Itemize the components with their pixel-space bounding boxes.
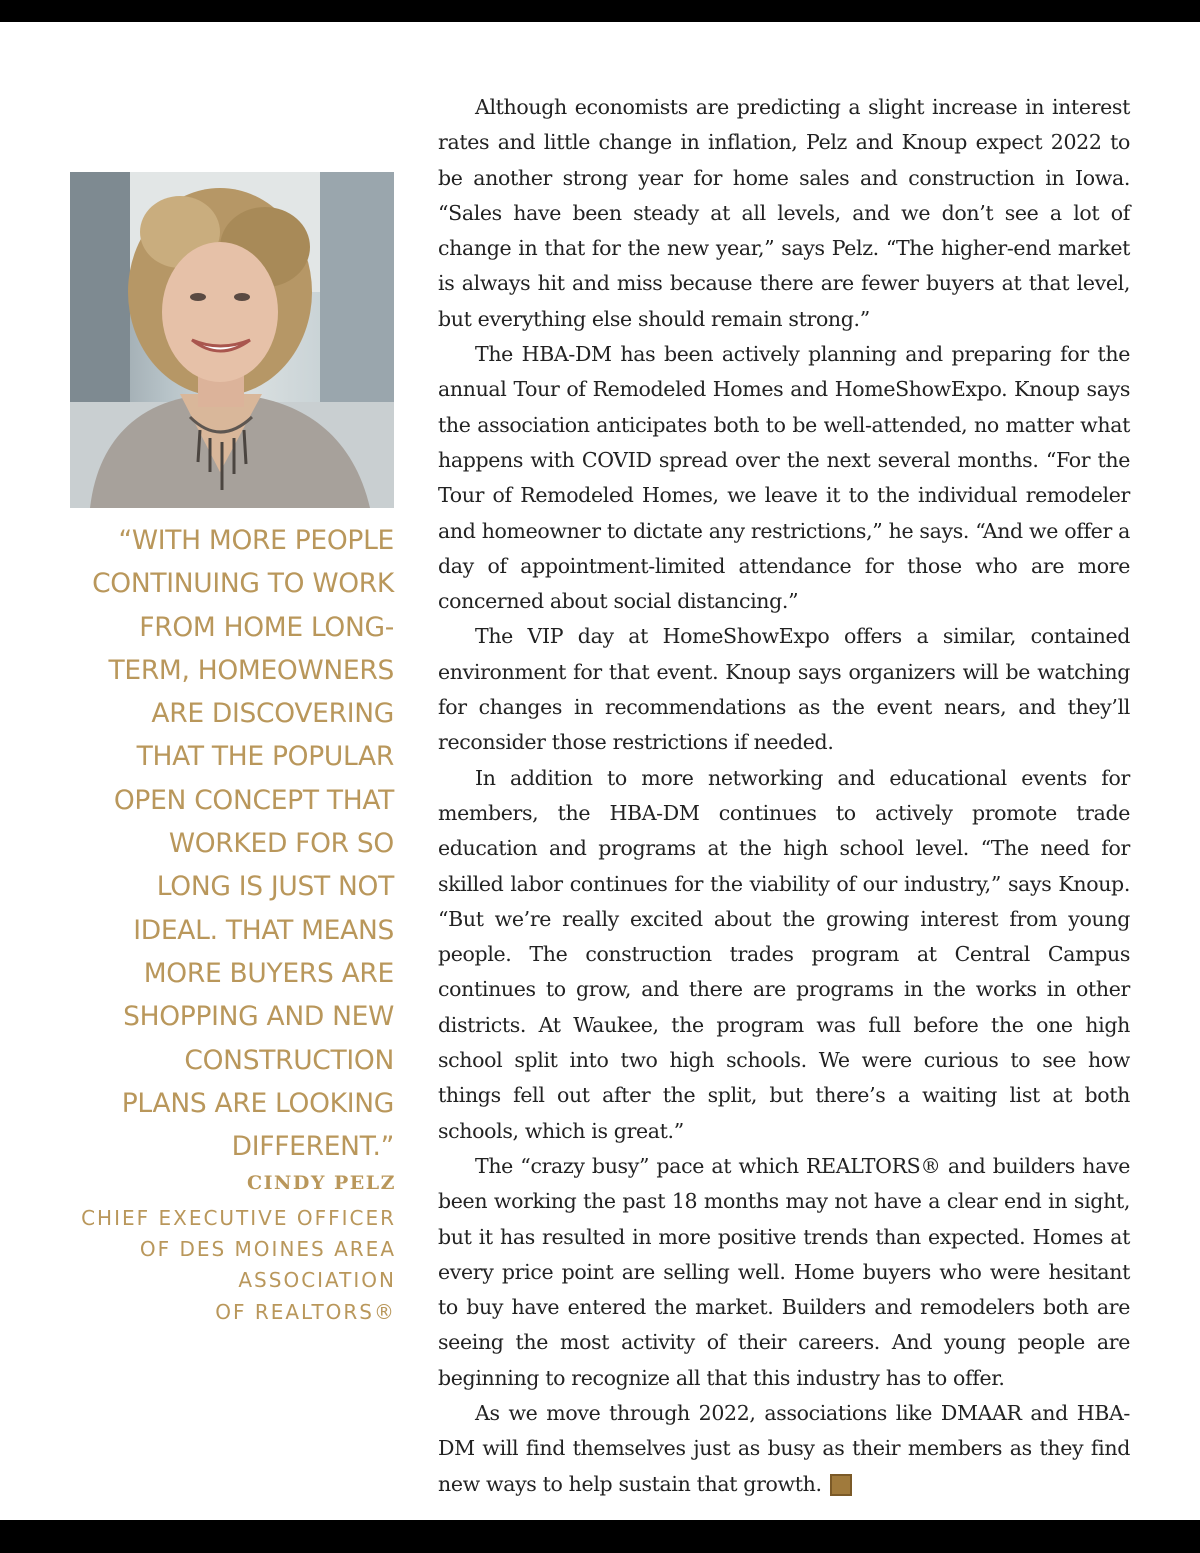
article-paragraph: The VIP day at HomeShowExpo offers a similar, contained environment for that event. Knoup says organizers will be watching for changes in recommendations as the event nears, and they’ll reconsider those restrictions if needed. [438,624,1130,755]
article-paragraph-last [438,1396,1130,1502]
attribution-title-line: OF DES MOINES AREA [139,1237,396,1262]
portrait-illustration [70,172,394,508]
attribution-title [40,1203,396,1328]
pull-quote-line: ARE DISCOVERING [151,698,394,730]
pull-quote-line: MORE BUYERS ARE [143,957,394,989]
pull-quote-line: WORKED FOR SO [168,828,394,860]
pull-quote-line: FROM HOME LONG- [139,611,394,643]
pull-quote-line: LONG IS JUST NOT [156,871,394,903]
article-body [438,90,1130,1502]
pull-quote-line: OPEN CONCEPT THAT [113,784,394,816]
article-paragraph: The HBA-DM has been actively planning and preparing for the annual Tour of Remodeled Homes and HomeShowExpo. Knoup says the association anticipates both to be well-attended, no matter what happens with COVID spread over the next several months. “For the Tour of Remodeled Homes, we leave it to the individual remodeler and homeowner to dictate any restrictions,” he says. “And we offer a day of appointment-limited attendance for those who are more concerned about social distancing.” [438,342,1130,614]
attribution-name: CINDY PELZ [246,1172,396,1194]
pull-quote [60,519,394,1168]
pull-quote-line: PLANS ARE LOOKING [121,1087,394,1119]
pull-quote-line: THAT THE POPULAR [136,741,394,773]
pull-quote-line: IDEAL. THAT MEANS [133,914,394,946]
pull-quote-line: CONTINUING TO WORK [92,568,394,600]
attribution-title-line: ASSOCIATION [238,1268,396,1293]
pull-quote-line: TERM, HOMEOWNERS [108,654,394,686]
article-paragraph: Although economists are predicting a slight increase in interest rates and little change in inflation, Pelz and Knoup expect 2022 to be another strong year for home sales and construction in Iowa. “Sales have been steady at all levels, and we don’t see a lot of change in that for the new year,” says Pelz. “The higher-end market is always hit and miss because there are fewer buyers at that level, but everything else should remain strong.” [438,95,1130,331]
bottom-border-bar [0,1520,1200,1553]
pull-quote-line: SHOPPING AND NEW [123,1001,394,1033]
article-paragraph: The “crazy busy” pace at which REALTORS® and builders have been working the past 18 months may not have a clear end in sight, but it has resulted in more positive trends than expected. Homes at every price point are selling well. Home buyers who were hesitant to buy have entered the market. Builders and remodelers both are seeing the most activity of their careers. And young people are beginning to recognize all that this industry has to offer. [438,1153,1130,1390]
article-paragraph: In addition to more networking and educational events for members, the HBA-DM continues to actively promote trade education and programs at the high school level. “The need for skilled labor continues for the viability of our industry,” says Knoup. “But we’re really excited about the growing interest from young people. The construction trades program at Central Campus continues to grow, and there are programs in the works in other districts. At Waukee, the program was full before the one high school split into two high schools. We were curious to see how things fell out after the split, but there’s a waiting list at both schools, which is great.” [438,765,1130,1143]
end-of-article-icon: B [830,1474,852,1496]
pull-quote-line: CONSTRUCTION [184,1044,394,1076]
portrait-photo [70,172,394,508]
article-paragraph-text: As we move through 2022, associations like DMAAR and HBA-DM will find themselves just as busy as their members as they find new ways to help sustain that growth. [438,1400,1130,1496]
attribution-title-line: CHIEF EXECUTIVE OFFICER [81,1206,396,1230]
attribution-title-line: OF REALTORS® [215,1299,396,1324]
top-border-bar [0,0,1200,22]
pull-quote-line: “WITH MORE PEOPLE [118,525,394,556]
pull-quote-line: DIFFERENT.” [231,1131,394,1163]
